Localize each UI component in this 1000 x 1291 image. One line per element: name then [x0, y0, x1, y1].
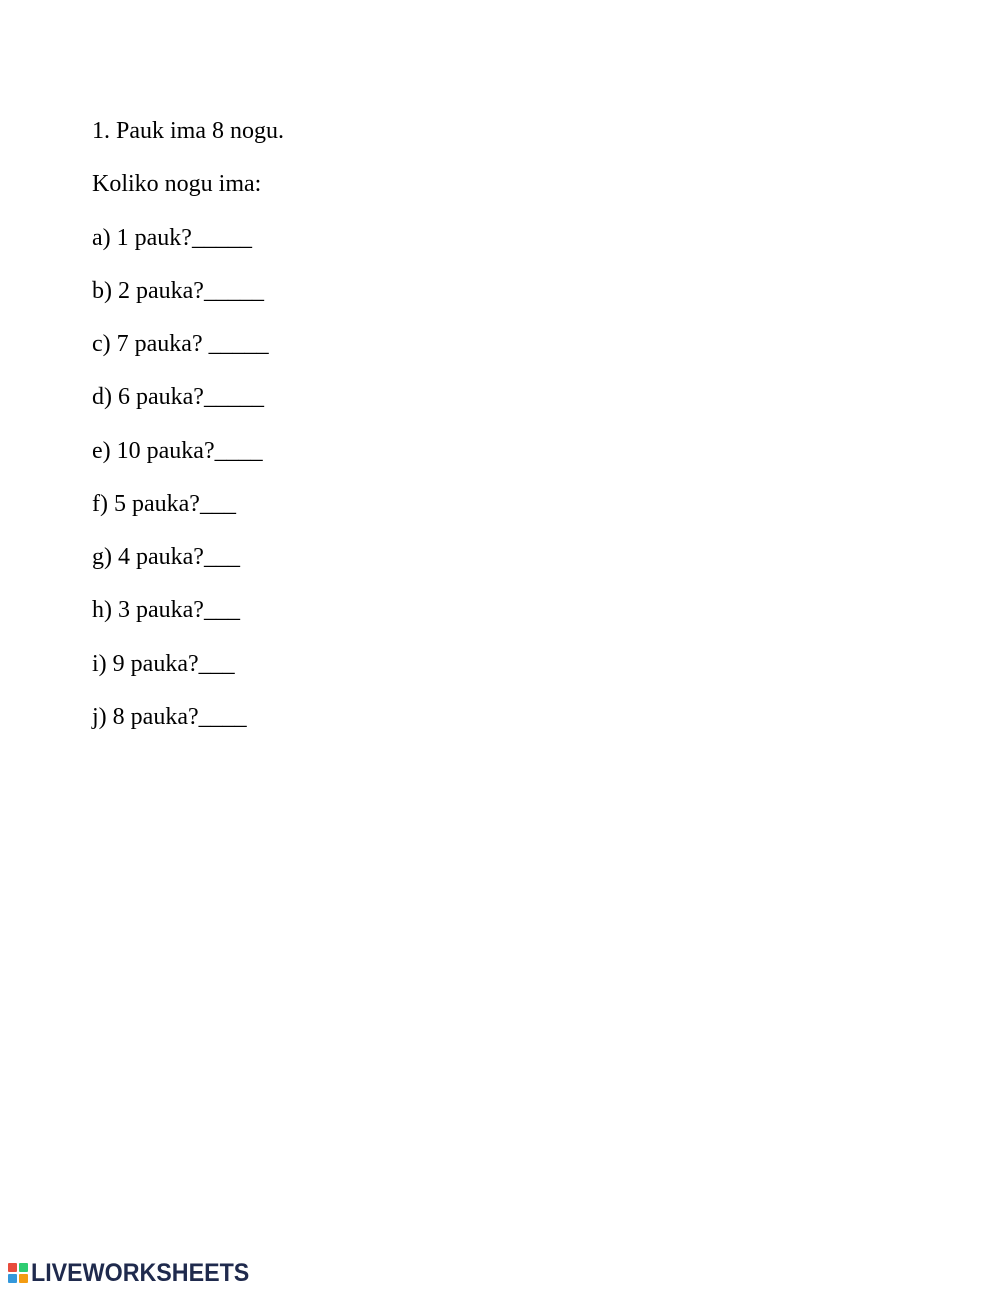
question-item-j: j) 8 pauka?____: [92, 704, 247, 730]
question-item-e: e) 10 pauka?____: [92, 438, 263, 464]
question-item-i: i) 9 pauka?___: [92, 651, 235, 677]
question-prompt: Koliko nogu ima:: [92, 171, 262, 197]
question-heading: 1. Pauk ima 8 nogu.: [92, 118, 284, 144]
question-item-g: g) 4 pauka?___: [92, 544, 240, 570]
question-item-c: c) 7 pauka? _____: [92, 331, 269, 357]
question-item-d: d) 6 pauka?_____: [92, 384, 264, 410]
question-item-b: b) 2 pauka?_____: [92, 278, 264, 304]
question-item-f: f) 5 pauka?___: [92, 491, 236, 517]
question-item-a: a) 1 pauk?_____: [92, 225, 252, 251]
logo-wordmark: LIVEWORKSHEETS: [31, 1258, 250, 1287]
liveworksheets-logo: [8, 1258, 266, 1288]
liveworksheets-blocks-icon: [8, 1263, 28, 1283]
question-item-h: h) 3 pauka?___: [92, 597, 240, 623]
